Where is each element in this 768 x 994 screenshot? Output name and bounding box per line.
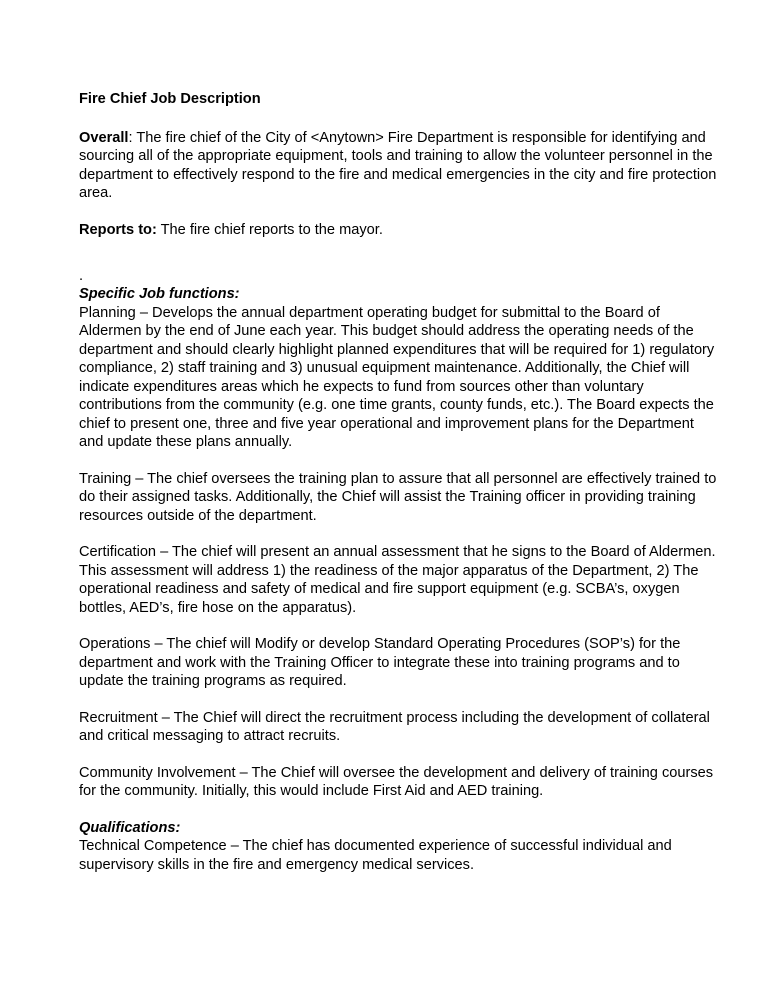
training-paragraph: Training – The chief oversees the training plan to assure that all personnel are effectively trained to do their assigned tasks. Additionally, the Chief will assist the Training officer in providing training resources outside of the department. <box>79 470 717 524</box>
recruitment-paragraph: Recruitment – The Chief will direct the recruitment process including the development of collateral and critical messaging to attract recruits. <box>79 709 710 744</box>
operations-paragraph: Operations – The chief will Modify or develop Standard Operating Procedures (SOP’s) for the department and work with the Training Officer to integrate these into training programs and to update the training programs as required. <box>79 636 681 689</box>
technical-competence-paragraph: Technical Competence – The chief has documented experience of successful individual and supervisory skills in the fire and emergency medical services. <box>79 838 672 873</box>
stray-period: . <box>79 268 84 284</box>
reports-to-label: Reports to: <box>79 221 157 238</box>
specific-functions-heading: Specific Job functions: <box>79 286 240 302</box>
qualifications-heading: Qualifications: <box>79 819 181 836</box>
document-title: Fire Chief Job Description <box>79 91 261 107</box>
certification-paragraph: Certification – The chief will present an annual assessment that he signs to the Board of Aldermen. This assessment will address 1) the readiness of the major apparatus of the Department, 2) The operational readiness and safety of medical and fire support equipment (e.g. SCBA’s, oxygen bottles, AED’s, fire hose on the apparatus). <box>79 544 716 616</box>
overall-label: Overall <box>79 129 129 146</box>
planning-paragraph: Planning – Develops the annual department operating budget for submittal to the Board of Aldermen by the end of June each year. This budget should address the operating needs of the department and should clearly highlight planned expenditures that will be required for 1) regulatory compliance, 2) staff training and 3) unusual equipment maintenance. Additionally, the Chief will indicate expenditures areas which he expects to fund from sources other than voluntary contributions from the community (e.g. one time grants, county funds, etc.). The Board expects the chief to present one, three and five year operational and improvement plans for the Department and update these plans annually. <box>79 304 715 450</box>
overall-text: : The fire chief of the City of <Anytown> Fire Department is responsible for identifying and sourcing all of the appropriate equipment, tools and training to allow the volunteer personnel in the department to effectively respond to the fire and medical emergencies in the city and fire protection area. <box>79 129 717 201</box>
overall-paragraph <box>79 129 719 203</box>
reports-to-text: The fire chief reports to the mayor. <box>156 221 383 238</box>
community-paragraph: Community Involvement – The Chief will oversee the development and delivery of training courses for the community. Initially, this would include First Aid and AED training. <box>79 764 714 799</box>
reports-to-paragraph <box>79 221 719 240</box>
document-body <box>79 90 719 892</box>
